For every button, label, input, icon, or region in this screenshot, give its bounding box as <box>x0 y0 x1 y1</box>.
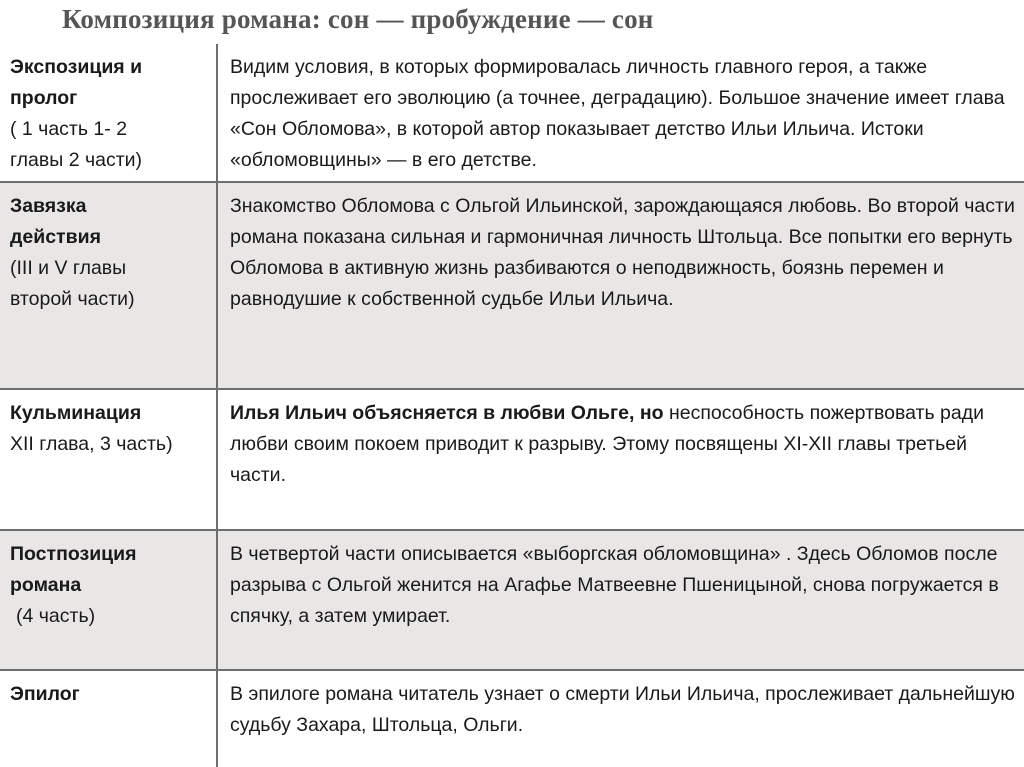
table-row <box>0 530 1024 670</box>
stage-range: XII глава, 3 часть) <box>10 433 173 455</box>
stage-cell <box>0 530 217 670</box>
description-bold-text: Илья Ильич объясняется в любви Ольге, но <box>230 402 664 424</box>
table-row <box>0 389 1024 530</box>
table-row <box>0 182 1024 389</box>
stage-name: действия <box>10 226 101 248</box>
description-text: В четвертой части описывается «выборгская обломовщина» . Здесь Обломов после разрыва с Ольгой женится на Агафье Матвеевне Пшеницыной, снова погружается в спячку, а затем умирает. <box>230 543 999 627</box>
description-text: Знакомство Обломова с Ольгой Ильинской, зарождающаяся любовь. Во второй части романа показана сильная и гармоничная личность Штольца. Все попытки его вернуть Обломова в активную жизнь разбиваются о неподвижность, боязнь перемен и равнодушие к собственной судьбе Ильи Ильича. <box>230 195 1015 310</box>
stage-range: ( 1 часть 1- 2 <box>10 118 128 140</box>
stage-name: Эпилог <box>10 683 80 705</box>
slide-title: Композиция романа: сон — пробуждение — сон <box>62 4 654 34</box>
stage-range: (4 часть) <box>16 605 96 627</box>
stage-name: пролог <box>10 87 78 109</box>
stage-name: романа <box>10 574 82 596</box>
description-cell <box>217 530 1024 670</box>
stage-range: главы 2 части) <box>10 149 143 171</box>
stage-cell <box>0 670 217 767</box>
stage-name: Экспозиция и <box>10 56 143 78</box>
stage-name: Кульминация <box>10 402 142 424</box>
table-row <box>0 670 1024 767</box>
stage-cell <box>0 389 217 530</box>
stage-name: Завязка <box>10 195 87 217</box>
composition-table <box>0 44 1024 767</box>
description-cell <box>217 670 1024 767</box>
description-cell <box>217 44 1024 182</box>
stage-name: Постпозиция <box>10 543 137 565</box>
description-text: В эпилоге романа читатель узнает о смерти Ильи Ильича, прослеживает дальнейшую судьбу Захара, Штольца, Ольги. <box>230 683 1015 736</box>
description-text: неспособность пожертвовать ради любви своим покоем приводит к разрыву. Этому посвящены XI-XII главы третьей части. <box>230 402 985 486</box>
stage-cell <box>0 44 217 182</box>
description-cell <box>217 389 1024 530</box>
stage-range: (III и V главы <box>10 257 127 279</box>
description-text: Видим условия, в которых формировалась личность главного героя, а также прослеживает его эволюцию (а точнее, деградацию). Большое значение имеет глава «Сон Обломова», в которой автор показывает детство Ильи Ильича. Истоки «обломовщины» — в его детстве. <box>230 56 1005 171</box>
table-row <box>0 44 1024 182</box>
description-cell <box>217 182 1024 389</box>
stage-cell <box>0 182 217 389</box>
stage-range: второй части) <box>10 288 135 310</box>
